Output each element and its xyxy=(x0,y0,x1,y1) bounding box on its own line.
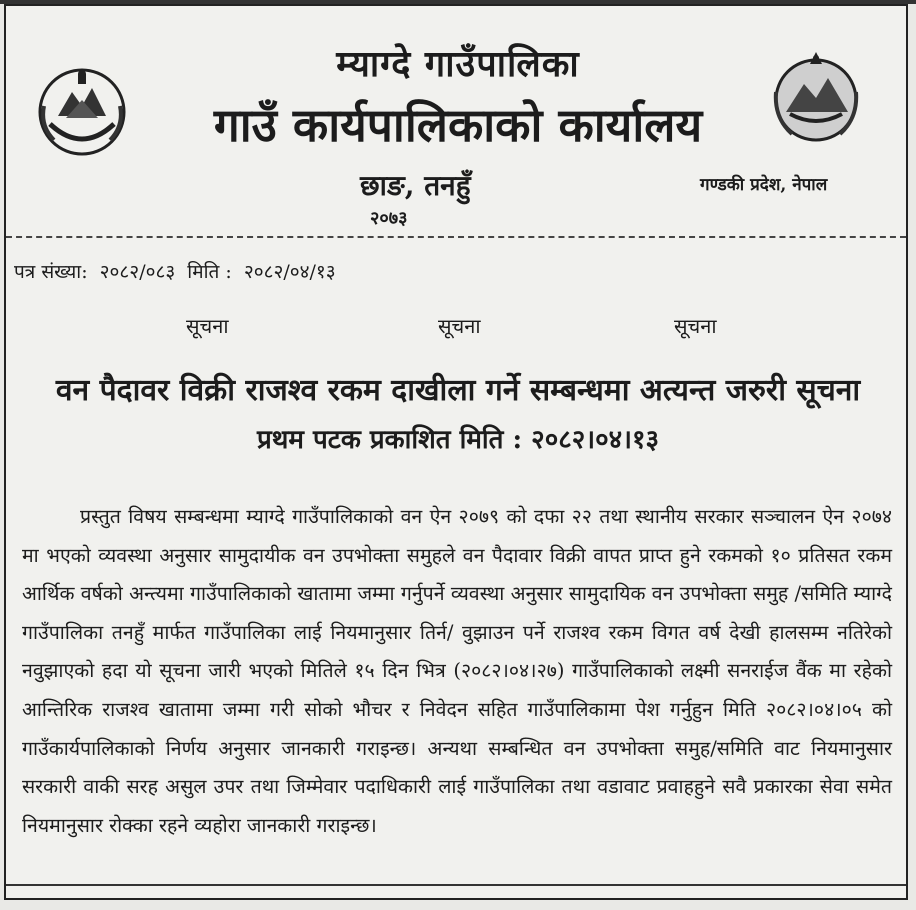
notice-word-3: सूचना xyxy=(674,314,717,338)
header-divider xyxy=(6,236,906,238)
date-label: मिति : xyxy=(187,261,232,283)
established-year: २०७३ xyxy=(370,208,408,229)
notice-word-2: सूचना xyxy=(438,314,481,338)
municipality-name: म्याग्दे गाउँपालिका xyxy=(336,43,580,85)
notice-body: प्रस्तुत विषय सम्बन्धमा म्याग्दे गाउँपालिकाको वन ऐन २०७९ को दफा २२ तथा स्थानीय सरकार सञ्चालन ऐन २०७४ मा भएको व्यवस्था अनुसार सामुदायीक वन उपभोक्ता समुहले वन पैदावार विक्री वापत प्राप्त हुने रकमको १० प्रतिसत रकम आर्थिक वर्षको अन्त्यमा गाउँपालिकाको खातामा जम्मा गर्नुपर्ने व्यवस्था अनुसार सामुदायिक वन उपभोक्ता समुह /समिति म्याग्दे गाउँपालिका तनहुँ मार्फत गाउँपालिका लाई नियमानुसार तिर्न/ वुझाउन पर्ने राजश्व रकम विगत वर्ष देखी हालसम्म नतिरेको नवुझाएको हदा यो सूचना जारी भएको मितिले १५ दिन भित्र (२०८२।०४।२७) गाउँपालिकाको लक्ष्मी सनराईज वैंक मा रहेको आन्तिरिक राजश्व खातामा जम्मा गरी सोको भौचर र निवेदन सहित गाउँपालिकामा पेश गर्नुहुन मिति २०८२।०४।०५ को गाउँकार्यपालिकाको निर्णय अनुसार जानकारी गराइन्छ। अन्यथा सम्बन्धित वन उपभोक्ता समुह/समिति वाट नियमानुसार सरकारी वाकी सरह असुल उपर तथा जिम्मेवार पदाधिकारी लाई गाउँपालिका तथा वडावाट प्रवाहहुने सवै प्रकारका सेवा समेत नियमानुसार रोक्का रहने व्यहोरा जानकारी गराइन्छ। xyxy=(22,505,892,837)
office-location: छाङ, तनहुँ xyxy=(360,169,471,202)
letter-number-value: २०८२/०८३ xyxy=(99,261,176,283)
date-value: २०८२/०४/१३ xyxy=(243,261,336,283)
publication-date: प्रथम पटक प्रकाशित मिति : २०८२।०४।१३ xyxy=(256,425,660,455)
reference-line xyxy=(14,258,342,284)
notice-word-1: सूचना xyxy=(186,314,229,338)
letter-number-label: पत्र संख्या: xyxy=(14,261,88,283)
notice-title: वन पैदावर विक्री राजश्व रकम दाखीला गर्ने सम्बन्धमा अत्यन्त जरुरी सूचना xyxy=(55,373,861,408)
office-name: गाउँ कार्यपालिकाको कार्यालय xyxy=(213,98,703,152)
bottom-border xyxy=(6,884,906,886)
province-name: गण्डकी प्रदेश, नेपाल xyxy=(700,175,828,195)
